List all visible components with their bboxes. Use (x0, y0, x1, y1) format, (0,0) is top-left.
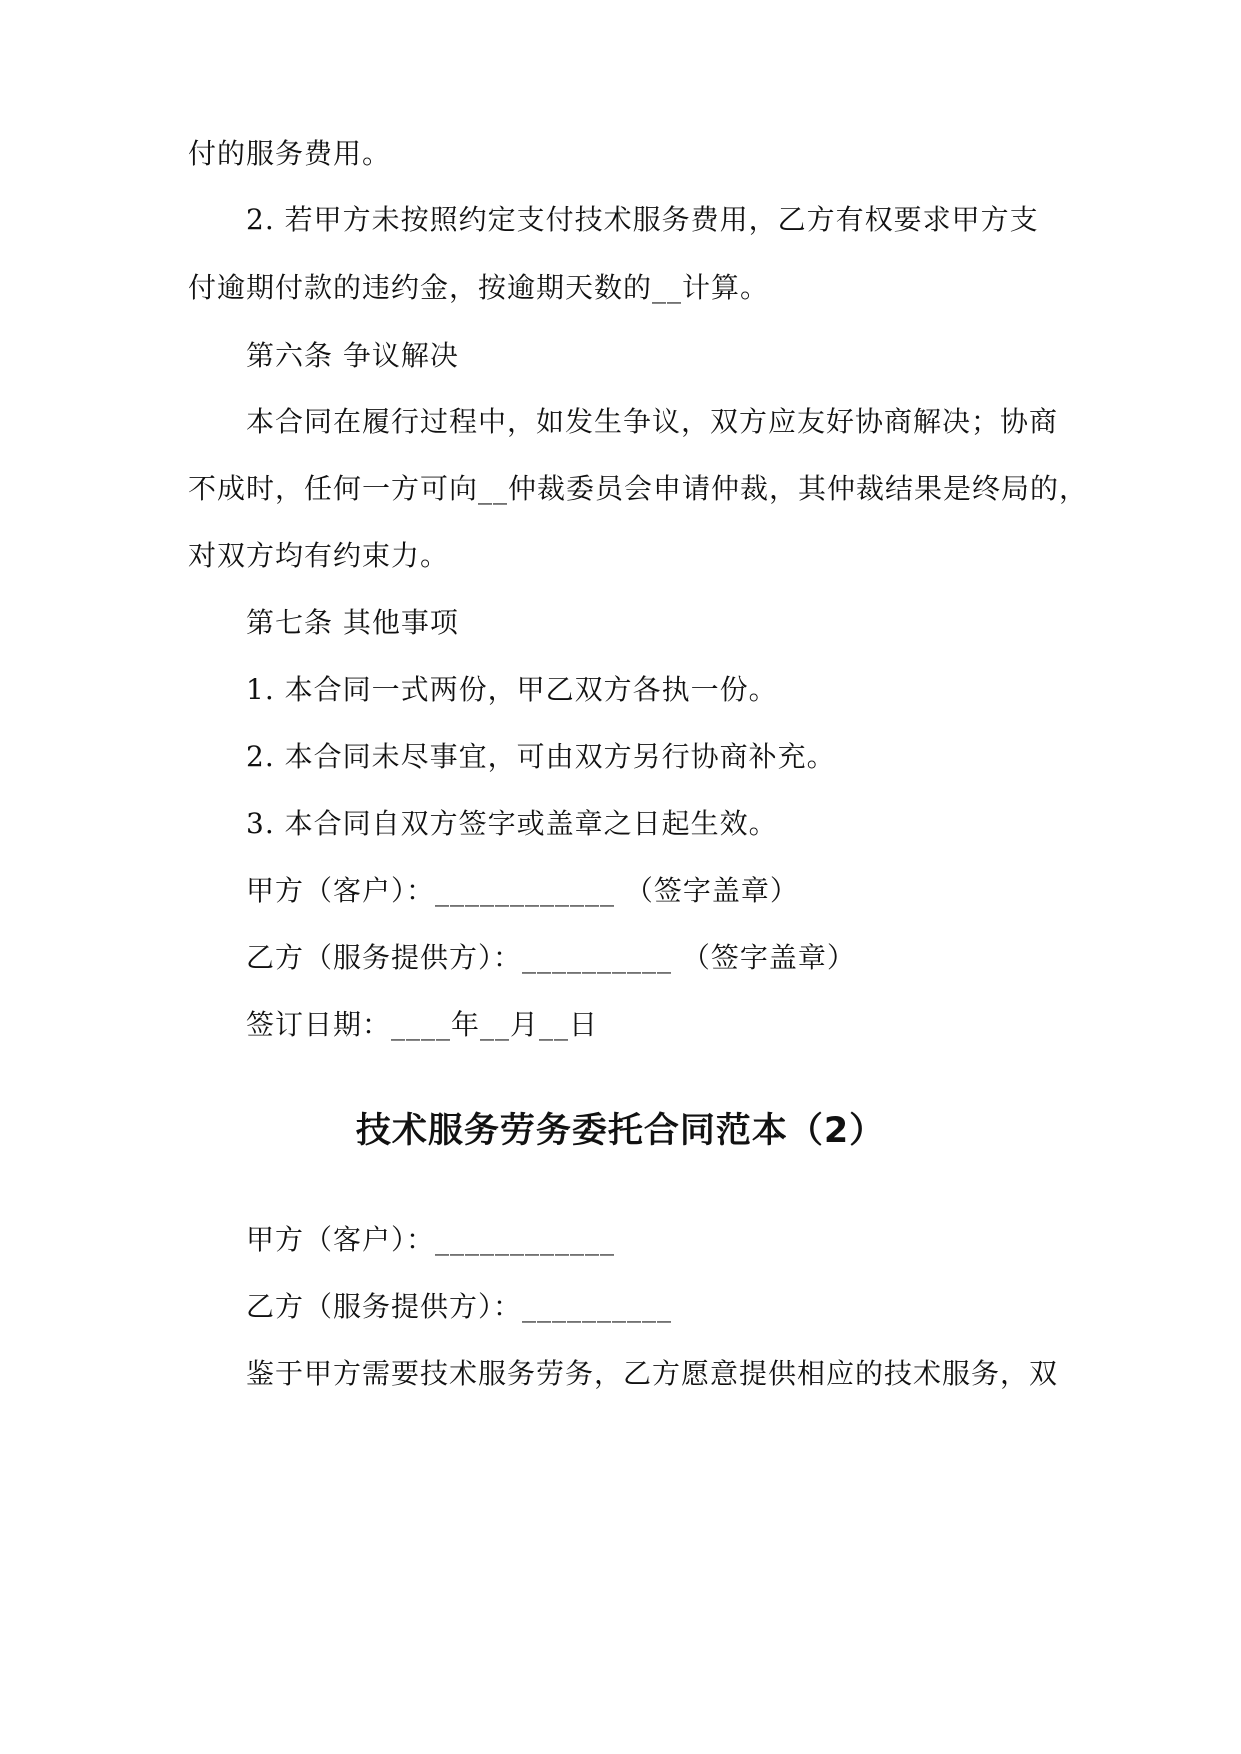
other-item-1: 1. 本合同一式两份，甲乙双方各执一份。 (246, 673, 778, 706)
other-item-2: 2. 本合同未尽事宜，可由双方另行协商补充。 (246, 740, 836, 773)
article-six-heading: 第六条 争议解决 (246, 339, 459, 372)
contract-title-2: 技术服务劳务委托合同范本（2） (355, 1111, 886, 1151)
dispute-paragraph-line-2: 不成时，任何一方可向__仲裁委员会申请仲裁，其仲裁结果是终局的， (188, 472, 1089, 505)
signing-date: 签订日期：____年__月__日 (246, 1008, 599, 1041)
article-seven-heading: 第七条 其他事项 (246, 606, 459, 639)
other-item-3: 3. 本合同自双方签字或盖章之日起生效。 (246, 807, 778, 840)
dispute-paragraph-line-1: 本合同在履行过程中，如发生争议，双方应友好协商解决；协商 (246, 405, 1059, 438)
party-b-signature: 乙方（服务提供方）：__________ （签字盖章） (246, 941, 856, 974)
party-b-line: 乙方（服务提供方）：__________ (246, 1290, 673, 1323)
paragraph-continuation: 付的服务费用。 (188, 137, 392, 170)
clause-late-payment-cont: 付逾期付款的违约金，按逾期天数的__计算。 (188, 271, 770, 304)
clause-late-payment: 2. 若甲方未按照约定支付技术服务费用，乙方有权要求甲方支 (246, 203, 1039, 236)
party-a-line: 甲方（客户）：____________ (246, 1223, 616, 1256)
party-a-signature: 甲方（客户）：____________ （签字盖章） (246, 874, 799, 907)
preamble-line: 鉴于甲方需要技术服务劳务，乙方愿意提供相应的技术服务，双 (246, 1357, 1059, 1390)
dispute-paragraph-line-3: 对双方均有约束力。 (188, 539, 450, 572)
